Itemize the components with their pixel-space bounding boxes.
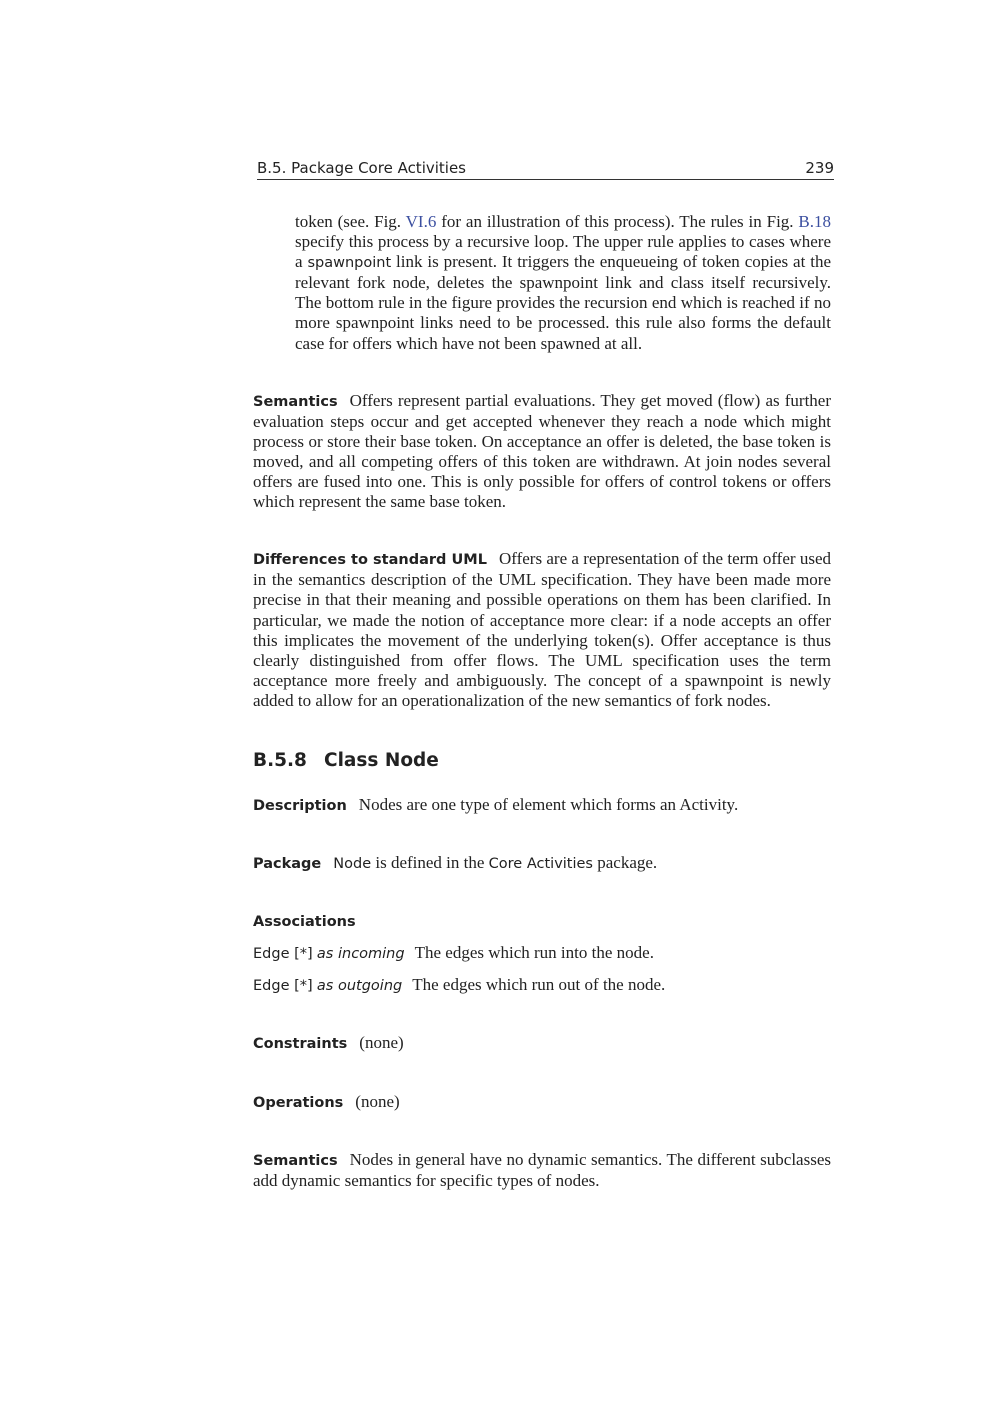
association-type: Edge [*] — [253, 946, 313, 963]
section-heading — [253, 749, 831, 773]
page-number: 239 — [805, 159, 834, 177]
package-text-1: is defined in the — [371, 853, 489, 873]
section-title: Class Node — [324, 749, 439, 771]
intro-text-3: specify this process by a recursive loop. The upper rule applies to cases where a — [295, 232, 831, 272]
semantics-label: Semantics — [253, 393, 338, 410]
figure-link-b18[interactable]: B.18 — [798, 212, 832, 231]
constraints-label: Constraints — [253, 1036, 348, 1053]
associations-heading-line — [253, 911, 831, 932]
differences-label: Differences to standard UML — [253, 552, 487, 569]
intro-text-4: link is present. It triggers the enqueueing of token copies at the relevant fork node, deletes the spawnpoint link and class itself recursively. The bottom rule in the figure provides the recursion end which is reached if no more spawnpoint links need to be processed. this rule also forms the default case for offers which have not been spawned at all. — [295, 252, 831, 353]
intro-paragraph — [295, 212, 831, 354]
semantics-text: Offers represent partial evaluations. They get moved (flow) as further evaluation steps occur and get accepted whenever they reach a node which might process or store their base token. On acceptance an offer is deleted, the base token is moved, and all competing offers of this token are withdrawn. At join nodes several offers are fused into one. This is only possible for offers of control tokens or offers which represent the same base token. — [253, 390, 831, 512]
constraints-paragraph — [253, 1033, 831, 1054]
description-label: Description — [253, 797, 347, 814]
association-role: as outgoing — [316, 978, 403, 995]
package-label: Package — [253, 856, 322, 873]
header-section-title: B.5. Package Core Activities — [257, 159, 466, 177]
operations-text: (none) — [355, 1091, 400, 1111]
intro-text-1: token (see. Fig. — [295, 212, 406, 231]
package-paragraph — [253, 853, 831, 874]
differences-paragraph — [253, 549, 831, 711]
operations-label: Operations — [253, 1094, 344, 1111]
spawnpoint-term: spawnpoint — [307, 255, 392, 272]
package-name: Core Activities — [488, 856, 593, 873]
package-class-name: Node — [333, 856, 372, 873]
semantics-nodes-paragraph — [253, 1150, 831, 1191]
description-text: Nodes are one type of element which forms an Activity. — [358, 794, 739, 814]
semantics-nodes-label: Semantics — [253, 1152, 338, 1169]
association-role: as incoming — [316, 946, 405, 963]
association-item — [253, 975, 831, 996]
constraints-text: (none) — [359, 1033, 404, 1053]
association-item — [253, 943, 831, 964]
description-paragraph — [253, 795, 831, 816]
association-text: The edges which run out of the node. — [412, 975, 666, 995]
figure-link-vi6[interactable]: VI.6 — [405, 212, 437, 231]
association-text: The edges which run into the node. — [414, 943, 654, 963]
differences-text: Offers are a representation of the term offer used in the semantics description of the UML specification. They have been made more precise in that their meaning and possible operations on them has been clarified. In particular, we made the notion of acceptance more clear: if a node accepts an offer this implicates the movement of the underlying token(s). Offer acceptance is thus clearly distinguished from offer flows. The UML specification uses the term acceptance more freely and ambiguously. The concept of a spawnpoint is newly added to allow for an operationalization of the new semantics of fork nodes. — [253, 549, 831, 710]
association-type: Edge [*] — [253, 978, 313, 995]
operations-paragraph — [253, 1092, 831, 1113]
running-header — [257, 157, 834, 180]
associations-label: Associations — [253, 914, 356, 931]
semantics-paragraph — [253, 391, 831, 513]
section-number: B.5.8 — [253, 749, 307, 771]
page-body — [253, 212, 831, 1191]
intro-text-2: for an illustration of this process). The rules in Fig. — [436, 212, 799, 231]
semantics-nodes-text: Nodes in general have no dynamic semantics. The different subclasses add dynamic semantics for specific types of nodes. — [253, 1149, 831, 1190]
package-text-2: package. — [593, 853, 658, 873]
